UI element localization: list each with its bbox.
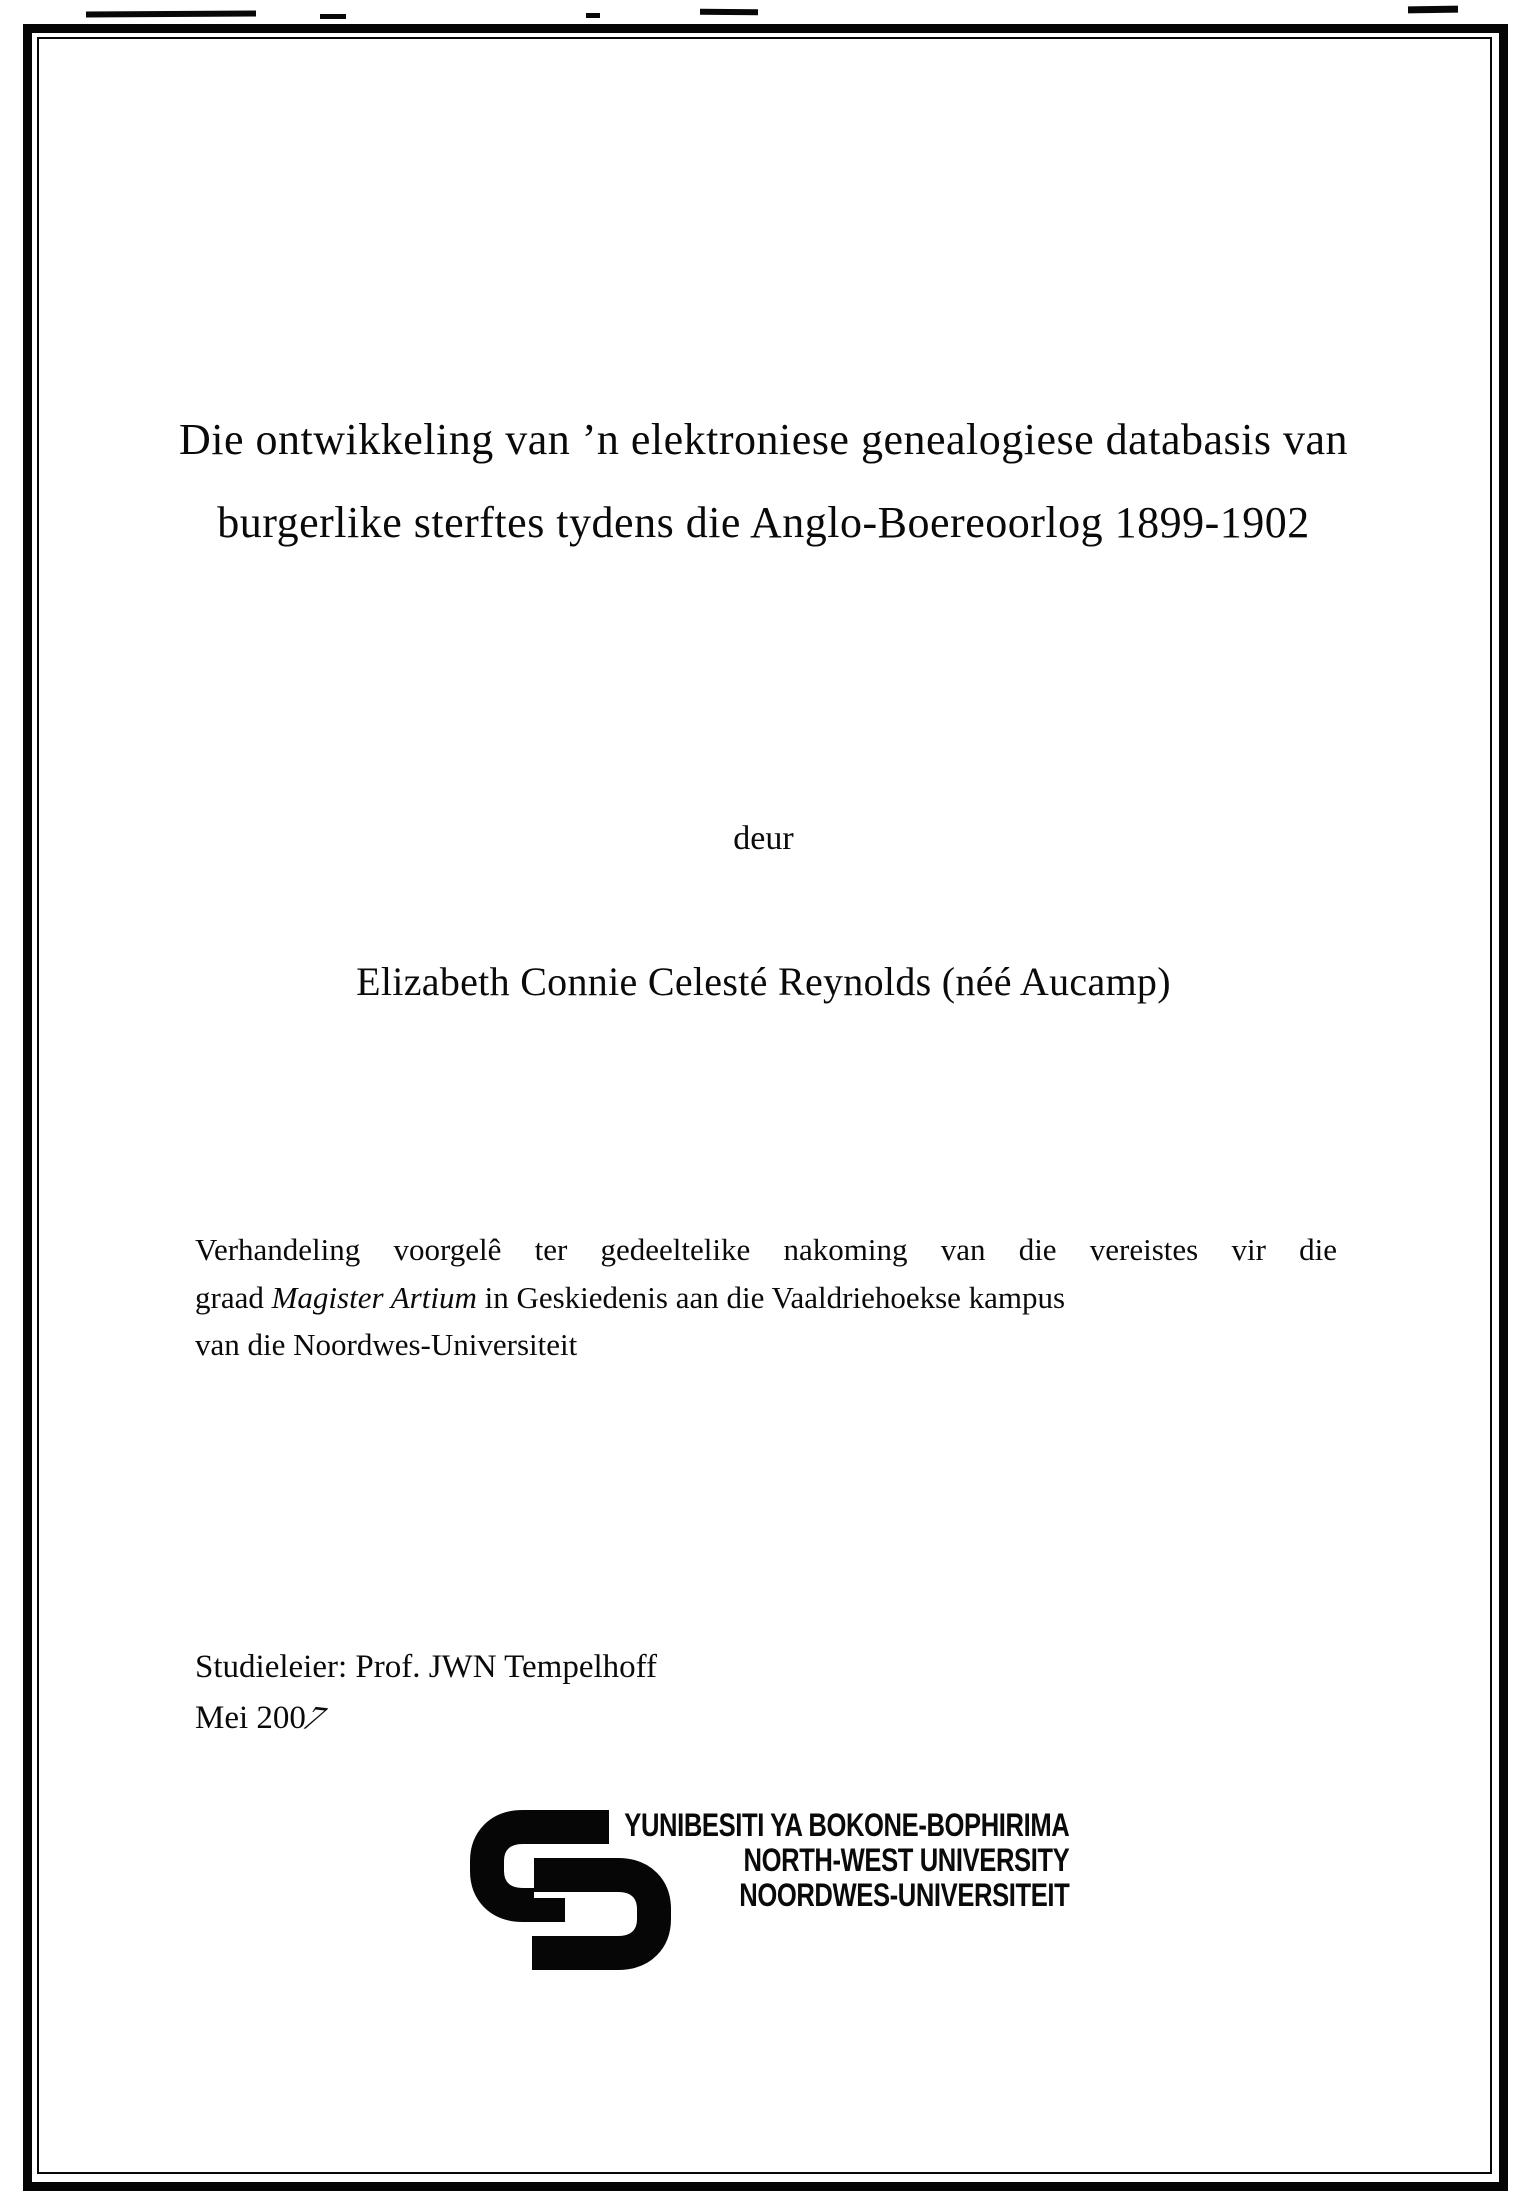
nwu-logo-text-afrikaans: NOORDWES-UNIVERSITEIT: [738, 1877, 1069, 1913]
scan-artifact: [700, 9, 758, 16]
nwu-logo-text: [624, 1808, 1069, 1913]
scan-artifact: [586, 13, 600, 18]
degree-statement: [195, 1226, 1337, 1369]
supervisor-block: [195, 1642, 657, 1744]
degree-statement-line3: van die Noordwes-Universiteit: [195, 1327, 578, 1362]
nwu-logo-text-setswana: YUNIBESITI YA BOKONE-BOPHIRIMA: [623, 1807, 1069, 1843]
nwu-logo-text-english: NORTH-WEST UNIVERSITY: [743, 1842, 1069, 1878]
thesis-title-line1: Die ontwikkeling van ’n elektroniese genealogiese databasis van: [178, 415, 1348, 464]
date-line: [195, 1693, 657, 1744]
degree-statement-line1: Verhandeling voorgelê ter gedeeltelike nakoming van die vereistes vir die: [195, 1232, 1337, 1267]
scan-artifact: [86, 11, 256, 18]
scan-artifact: [1408, 6, 1458, 14]
degree-name-italic: Magister Artium: [271, 1279, 477, 1315]
author-name: Elizabeth Connie Celesté Reynolds (néé Aucamp): [356, 959, 1171, 1004]
supervisor-line: Studieleier: Prof. JWN Tempelhoff: [195, 1649, 658, 1685]
byline-deur: deur: [733, 820, 794, 857]
scan-artifact: [320, 14, 346, 19]
date-last-digit: 7: [294, 1700, 334, 1738]
thesis-title: [80, 398, 1447, 564]
degree-statement-line2-pre: graad: [195, 1279, 272, 1315]
degree-statement-line2: [195, 1274, 1337, 1322]
date-prefix: Mei 200: [195, 1700, 306, 1736]
thesis-title-line2: burgerlike sterftes tydens die Anglo-Boereoorlog 1899-1902: [217, 498, 1310, 547]
degree-statement-line2-post: in Geskiedenis aan die Vaaldriehoekse kampus: [476, 1279, 1066, 1315]
